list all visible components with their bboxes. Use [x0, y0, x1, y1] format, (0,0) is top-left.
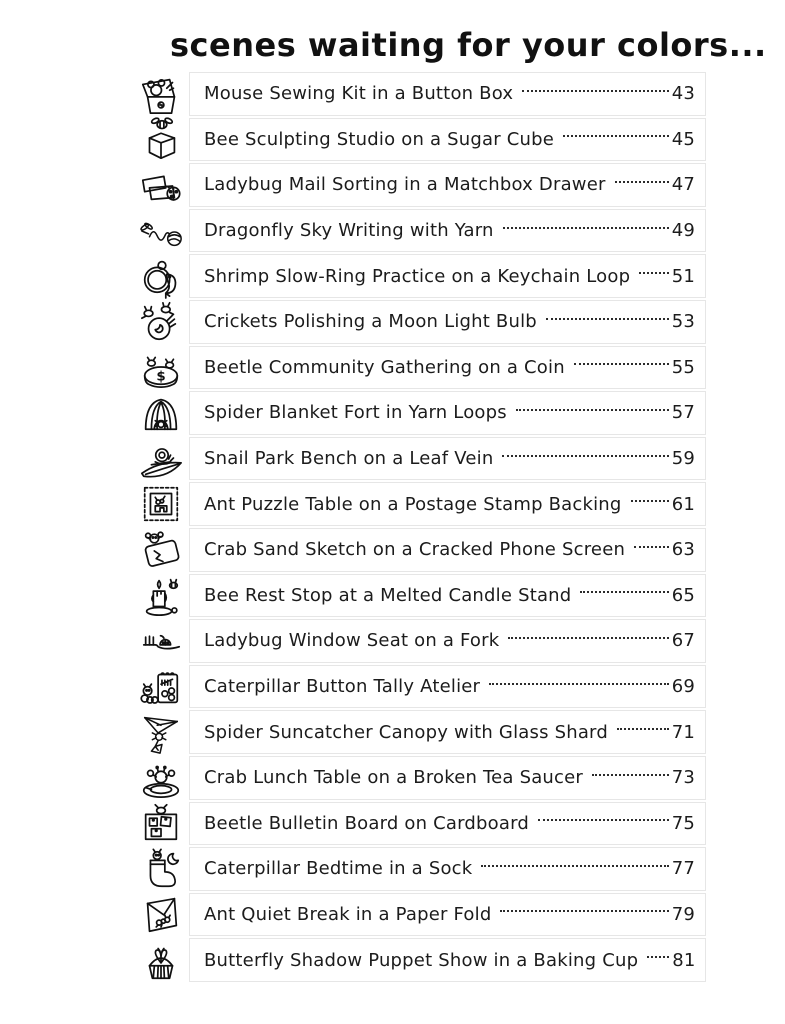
toc-row-4 [189, 209, 706, 253]
toc-item-page: 79 [671, 903, 695, 925]
toc-item-page: 81 [672, 949, 696, 971]
dragonfly-yarn-icon [130, 208, 192, 254]
dot-leader [617, 728, 669, 730]
toc-row-9 [189, 437, 706, 481]
dot-leader [500, 910, 668, 912]
toc-list [189, 72, 706, 982]
toc-item-label: Crickets Polishing a Moon Light Bulb [204, 311, 537, 333]
spider-shard-icon [130, 709, 192, 755]
dot-leader [631, 500, 669, 502]
toc-row-16 [189, 756, 706, 800]
toc-item-label: Spider Blanket Fort in Yarn Loops [204, 402, 507, 424]
toc-row-7 [189, 346, 706, 390]
dot-leader [546, 318, 669, 320]
bee-sugar-cube-icon [130, 116, 192, 162]
dot-leader [502, 455, 668, 457]
ant-paper-icon [130, 891, 192, 937]
toc-row-1 [189, 72, 706, 116]
toc-row-8 [189, 391, 706, 435]
toc-item-page: 53 [671, 311, 695, 333]
toc-item-label: Ladybug Window Seat on a Fork [204, 630, 500, 652]
ladybug-matchbox-icon [130, 162, 192, 208]
toc-item-page: 71 [671, 721, 695, 743]
toc-row-13 [189, 619, 706, 663]
dot-leader [481, 865, 668, 867]
toc-item-label: Dragonfly Sky Writing with Yarn [204, 220, 494, 242]
toc-item-label: Crab Sand Sketch on a Cracked Phone Screen [204, 539, 626, 561]
toc-item-page: 63 [671, 539, 695, 561]
toc-item-label: Caterpillar Button Tally Atelier [204, 676, 481, 698]
toc-item-label: Mouse Sewing Kit in a Button Box [204, 83, 514, 105]
beetle-coin-icon [130, 344, 192, 390]
toc-item-label: Ladybug Mail Sorting in a Matchbox Drawer [204, 174, 606, 196]
toc-row-14 [189, 665, 706, 709]
snail-leaf-bench-icon [130, 436, 192, 482]
toc-item-page: 67 [671, 630, 695, 652]
mouse-sewing-kit-icon [130, 71, 192, 117]
toc-item-label: Shrimp Slow-Ring Practice on a Keychain Loop [204, 265, 631, 287]
toc-item-page: 49 [671, 220, 695, 242]
beetle-bulletin-icon [130, 800, 192, 846]
toc-row-18 [189, 847, 706, 891]
toc-row-3 [189, 163, 706, 207]
toc-row-17 [189, 802, 706, 846]
toc-item-label: Ant Quiet Break in a Paper Fold [204, 903, 492, 925]
toc-item-label: Bee Rest Stop at a Melted Candle Stand [204, 584, 572, 606]
toc-item-page: 57 [671, 402, 695, 424]
toc-item-page: 47 [671, 174, 695, 196]
toc-row-12 [189, 574, 706, 618]
dot-leader [592, 774, 669, 776]
toc-item-page: 73 [671, 767, 695, 789]
page-title: scenes waiting for your colors... [170, 26, 767, 64]
toc-row-11 [189, 528, 706, 572]
toc-item-label: Ant Puzzle Table on a Postage Stamp Backing [204, 493, 622, 515]
toc-row-10 [189, 482, 706, 526]
spider-yarn-fort-icon [130, 390, 192, 436]
toc-row-19 [189, 893, 706, 937]
dot-leader [563, 135, 669, 137]
shrimp-keychain-icon [130, 253, 192, 299]
dot-leader [574, 363, 669, 365]
toc-item-label: Spider Suncatcher Canopy with Glass Shard [204, 721, 608, 743]
toc-item-label: Snail Park Bench on a Leaf Vein [204, 448, 494, 470]
toc-row-5 [189, 254, 706, 298]
toc-item-label: Crab Lunch Table on a Broken Tea Saucer [204, 767, 584, 789]
dot-leader [489, 683, 669, 685]
toc-item-page: 43 [671, 83, 695, 105]
caterpillar-notepad-icon [130, 664, 192, 710]
toc-item-label: Beetle Bulletin Board on Cardboard [204, 812, 530, 834]
dot-leader [522, 90, 668, 92]
dot-leader [516, 409, 669, 411]
dot-leader [647, 956, 669, 958]
toc-item-page: 75 [671, 812, 695, 834]
dot-leader [615, 181, 669, 183]
crab-phone-icon [130, 527, 192, 573]
toc-item-page: 59 [671, 448, 695, 470]
dot-leader [508, 637, 668, 639]
toc-item-label: Bee Sculpting Studio on a Sugar Cube [204, 128, 555, 150]
toc-item-page: 69 [671, 676, 695, 698]
toc-item-label: Beetle Community Gathering on a Coin [204, 356, 565, 378]
toc-row-15 [189, 710, 706, 754]
caterpillar-sock-icon [130, 846, 192, 892]
toc-item-label: Caterpillar Bedtime in a Sock [204, 858, 473, 880]
ant-stamp-icon [130, 481, 192, 527]
dot-leader [580, 591, 668, 593]
ladybug-fork-icon [130, 618, 192, 664]
toc-item-page: 45 [671, 128, 695, 150]
dot-leader [639, 272, 668, 274]
crickets-lightbulb-icon [130, 299, 192, 345]
butterfly-cupcake-icon [130, 937, 192, 983]
dot-leader [634, 546, 669, 548]
crab-saucer-icon [130, 755, 192, 801]
dot-leader [503, 227, 669, 229]
dot-leader [538, 819, 669, 821]
toc-item-page: 77 [671, 858, 695, 880]
toc-item-page: 65 [671, 584, 695, 606]
toc-row-20 [189, 938, 706, 982]
toc-item-page: 51 [671, 265, 695, 287]
toc-item-page: 61 [671, 493, 695, 515]
toc-item-label: Butterfly Shadow Puppet Show in a Baking Cup [204, 949, 639, 971]
bee-candle-icon [130, 572, 192, 618]
toc-item-page: 55 [671, 356, 695, 378]
toc-row-2 [189, 118, 706, 162]
toc-row-6 [189, 300, 706, 344]
